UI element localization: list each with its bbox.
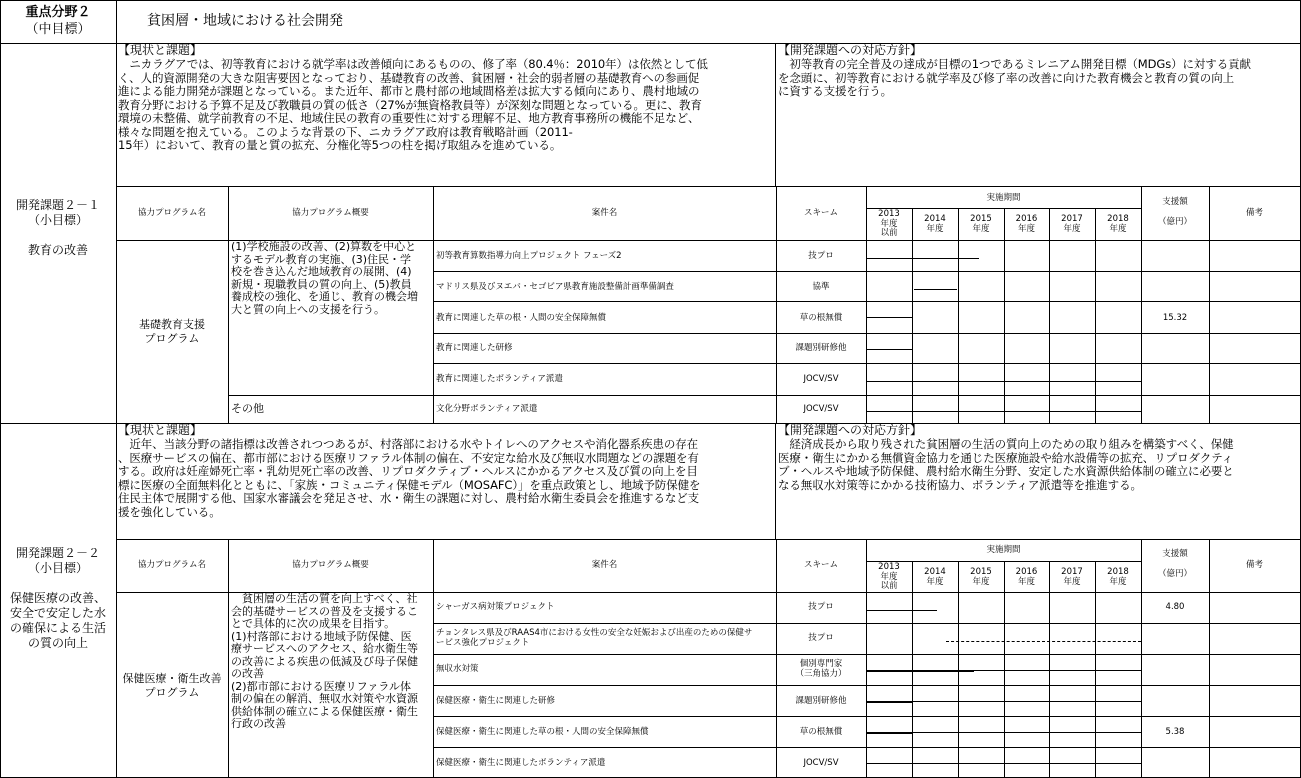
col-year-2015: 2015 年度 (970, 214, 992, 234)
issue2-status-heading: 【現状と課題】 (118, 423, 203, 437)
timeline-dashed-bar (946, 641, 1141, 642)
col-program-name: 協力プログラム名 (138, 208, 206, 218)
issue2-project-scheme: 草の根無償 (799, 727, 843, 737)
issue2-project-name: 無収水対策 (436, 664, 479, 674)
issue2-policy-text: 経済成長から取り残された貧困層の生活の質向上のための取り組みを構築すべく、保健 医療・衛生にかかる無償資金協力を通じた医療施設や給水設備等の拡充、リプロダクティ ブ・ヘルスや地域予防保健、農村給水衛生分野、安定した水資源供給体制の確立に必要と なる無収水対策等にかかる技術協力、ボランティア派遣等を推進する。 (778, 437, 1234, 492)
timeline-bar (914, 289, 957, 290)
col-year-2017: 2017 年度 (1061, 567, 1083, 587)
col-remarks: 備考 (1245, 208, 1263, 218)
issue1-project-scheme: 協準 (812, 282, 830, 292)
issue2-project-name: 保健医療・衛生に関連した草の根・人間の安全保障無償 (436, 727, 649, 737)
issue1-project-name: 教育に関連したボランティア派遣 (436, 374, 563, 384)
timeline-bar (866, 610, 937, 611)
issue1-program-summary: (1)学校施設の改善、(2)算数を中心と するモデル教育の実施、(3)住民・学 校を巻き込んだ地域教育の展開、(4) 新規・現職教員の質の向上、(5)教員 養成校の強化、を通じ、教育の機会増 大と質の向上への支援を行う。 (231, 240, 418, 316)
issue1-project-scheme: JOCV/SV (803, 374, 839, 384)
timeline-bar (866, 317, 912, 318)
col-year-2018: 2018 年度 (1107, 567, 1129, 587)
col-program-name: 協力プログラム名 (138, 560, 206, 570)
col-year-2013: 2013 年度 以前 (878, 562, 900, 591)
issue2-project-name: 保健医療・衛生に関連したボランティア派遣 (436, 758, 606, 768)
issue1-project-scheme: 技プロ (808, 251, 834, 261)
issue1-project-name: 初等教育算数指導力向上プロジェクト フェーズ2 (436, 251, 622, 261)
issue1-project-name: 教育に関連した研修 (436, 343, 513, 353)
issue1-policy-text: 初等教育の完全普及の達成が目標の1つであるミレニアム開発目標（MDGs）に対する貢献 を念頭に、初等教育における就学率及び修了率の改善に向けた教育機会と教育の質の向上 に資する支援を行う。 (778, 57, 1251, 98)
issue1-project-name: マドリス県及びヌエバ・セゴビア県教育施設整備計画準備調査 (436, 282, 674, 292)
col-scheme: スキーム (803, 560, 838, 570)
issue1-project-amount: 15.32 (1162, 313, 1188, 323)
col-program-summary: 協力プログラム概要 (292, 208, 369, 218)
col-amount: 支援額 （億円） (1157, 549, 1192, 579)
issue1-project-scheme: 草の根無償 (799, 313, 843, 323)
col-year-2016: 2016 年度 (1015, 214, 1038, 234)
col-remarks: 備考 (1245, 560, 1263, 570)
issue2-project-name: 保健医療・衛生に関連した研修 (436, 696, 556, 706)
issue1-project-name: 教育に関連した草の根・人間の安全保障無償 (436, 313, 607, 323)
timeline-bar (866, 671, 974, 672)
issue2-program-name: 保健医療・衛生改善 プログラム (122, 672, 222, 699)
timeline-bar (866, 702, 912, 703)
col-amount: 支援額 （億円） (1157, 197, 1192, 227)
area-sub: （中目標） (25, 22, 91, 37)
timeline-bar (866, 733, 912, 734)
col-year-2013: 2013 年度 以前 (878, 209, 900, 238)
col-year-2015: 2015 年度 (970, 567, 992, 587)
issue1-project-scheme: 課題別研修他 (795, 343, 847, 353)
area-title: 貧困層・地域における社会開発 (147, 13, 343, 29)
col-program-summary: 協力プログラム概要 (292, 560, 369, 570)
col-year-2018: 2018 年度 (1107, 214, 1129, 234)
issue2-project-name: シャーガス病対策プロジェクト (436, 602, 555, 612)
col-project-name: 案件名 (591, 560, 618, 570)
col-year-2016: 2016 年度 (1015, 567, 1038, 587)
issue2-project-scheme: JOCV/SV (803, 758, 839, 768)
issue1-status-text: ニカラグアでは、初等教育における就学率は改善傾向にあるものの、修了率（80.4％：2010年）は依然として低 く、人的資源開発の大きな阻害要因となっており、基礎教育の改善、貧困層・社会的弱者層の基礎教育への参画促 進による能力開発が課題となっている。また近年、都市と農村部の地域間格差は拡大する傾向にあり、農村地域の 教育分野における予算不足及び教職員の質の低さ（27%が無資格教員等）が深刻な問題となっている。更に、教育 環境の未整備、就学前教育の不足、地域住民の教育の重要性に対する理解不足、地方教育事務所の機能不足など、 様々な問題を抱えている。このような背景の下、ニカラグア政府は教育戦略計画（2011- 15年）において、教育の量と質の拡充、分権化等5つの柱を掲げ取組みを進めている。 (118, 57, 708, 152)
col-year-2017: 2017 年度 (1061, 214, 1083, 234)
issue1-program-name: 基礎教育支援 プログラム (139, 318, 205, 345)
col-year-2014: 2014 年度 (924, 214, 946, 234)
issue2-policy-heading: 【開発課題への対応方針】 (778, 423, 923, 437)
issue1-policy-heading: 【開発課題への対応方針】 (778, 43, 923, 57)
issue2-program-summary: 貧困層の生活の質を向上すべく、社 会的基礎サービスの普及を支援するこ とで具体的に次の成果を目指す。 (1)村落部における地域予防保健、医 療サービスへのアクセス、給水衛生等 の改善による疾患の低減及び母子保健 の改善 (2)都市部における医療リファラル体 制の偏在の解消、無収水対策や水資源 供給体制の確立による保健医療・衛生 行政の改善 (231, 592, 418, 730)
col-scheme: スキーム (803, 208, 838, 218)
issue2-project-scheme: 技プロ (808, 602, 834, 612)
issue2-project-amount: 4.80 (1165, 602, 1185, 612)
issue2-project-scheme: 個別専門家 （三角協力） (795, 659, 847, 679)
col-year-2014: 2014 年度 (924, 567, 946, 587)
issue1-status-heading: 【現状と課題】 (118, 43, 203, 57)
issue2-project-scheme: 課題別研修他 (795, 696, 847, 706)
col-project-name: 案件名 (591, 208, 618, 218)
issue1-project-name: 文化分野ボランティア派遣 (436, 404, 538, 414)
issue2-label: 開発課題２－２ （小目標） 保健医療の改善、 安全で安定した水 の確保による生活 の質の向上 (9, 546, 106, 650)
timeline-bar (866, 258, 979, 259)
issue2-project-name: チョンタレス県及びRAAS4市における女性の安全な妊娠および出産のための保健サ ービス強化プロジェクト (436, 628, 753, 648)
col-period: 実施期間 (986, 545, 1021, 555)
issue2-project-scheme: 技プロ (808, 633, 834, 643)
col-period: 実施期間 (986, 193, 1021, 203)
issue2-status-text: 近年、当該分野の諸指標は改善されつつあるが、村落部における水やトイレへのアクセスや消化器系疾患の存在 、医療サービスの偏在、都市部における医療リファラル体制の偏在、不安定な給水及び無収水問題などの課題を有 する。政府は妊産婦死亡率・乳幼児死亡率の改善、リプロダクティブ・ヘルスにかかるアクセス及び質の向上を目 標に医療の全面無料化とともに、「家族・コミュニティ保健モデル（MOSAFC）」を重点政策とし、地域予防保健を 住民主体で展開する他、国家水審議会を発足させ、水・衛生の課題に対し、農村給水衛生委員会を推進するなど支 援を強化している。 (118, 437, 701, 519)
issue1-project-scheme: JOCV/SV (803, 404, 839, 414)
issue2-project-amount: 5.38 (1165, 727, 1185, 737)
issue1-other-label: その他 (231, 402, 264, 415)
timeline-bar (866, 349, 912, 350)
area-label: 重点分野２ (25, 5, 91, 20)
issue1-label: 開発課題２－１ （小目標） 教育の改善 (15, 198, 100, 257)
